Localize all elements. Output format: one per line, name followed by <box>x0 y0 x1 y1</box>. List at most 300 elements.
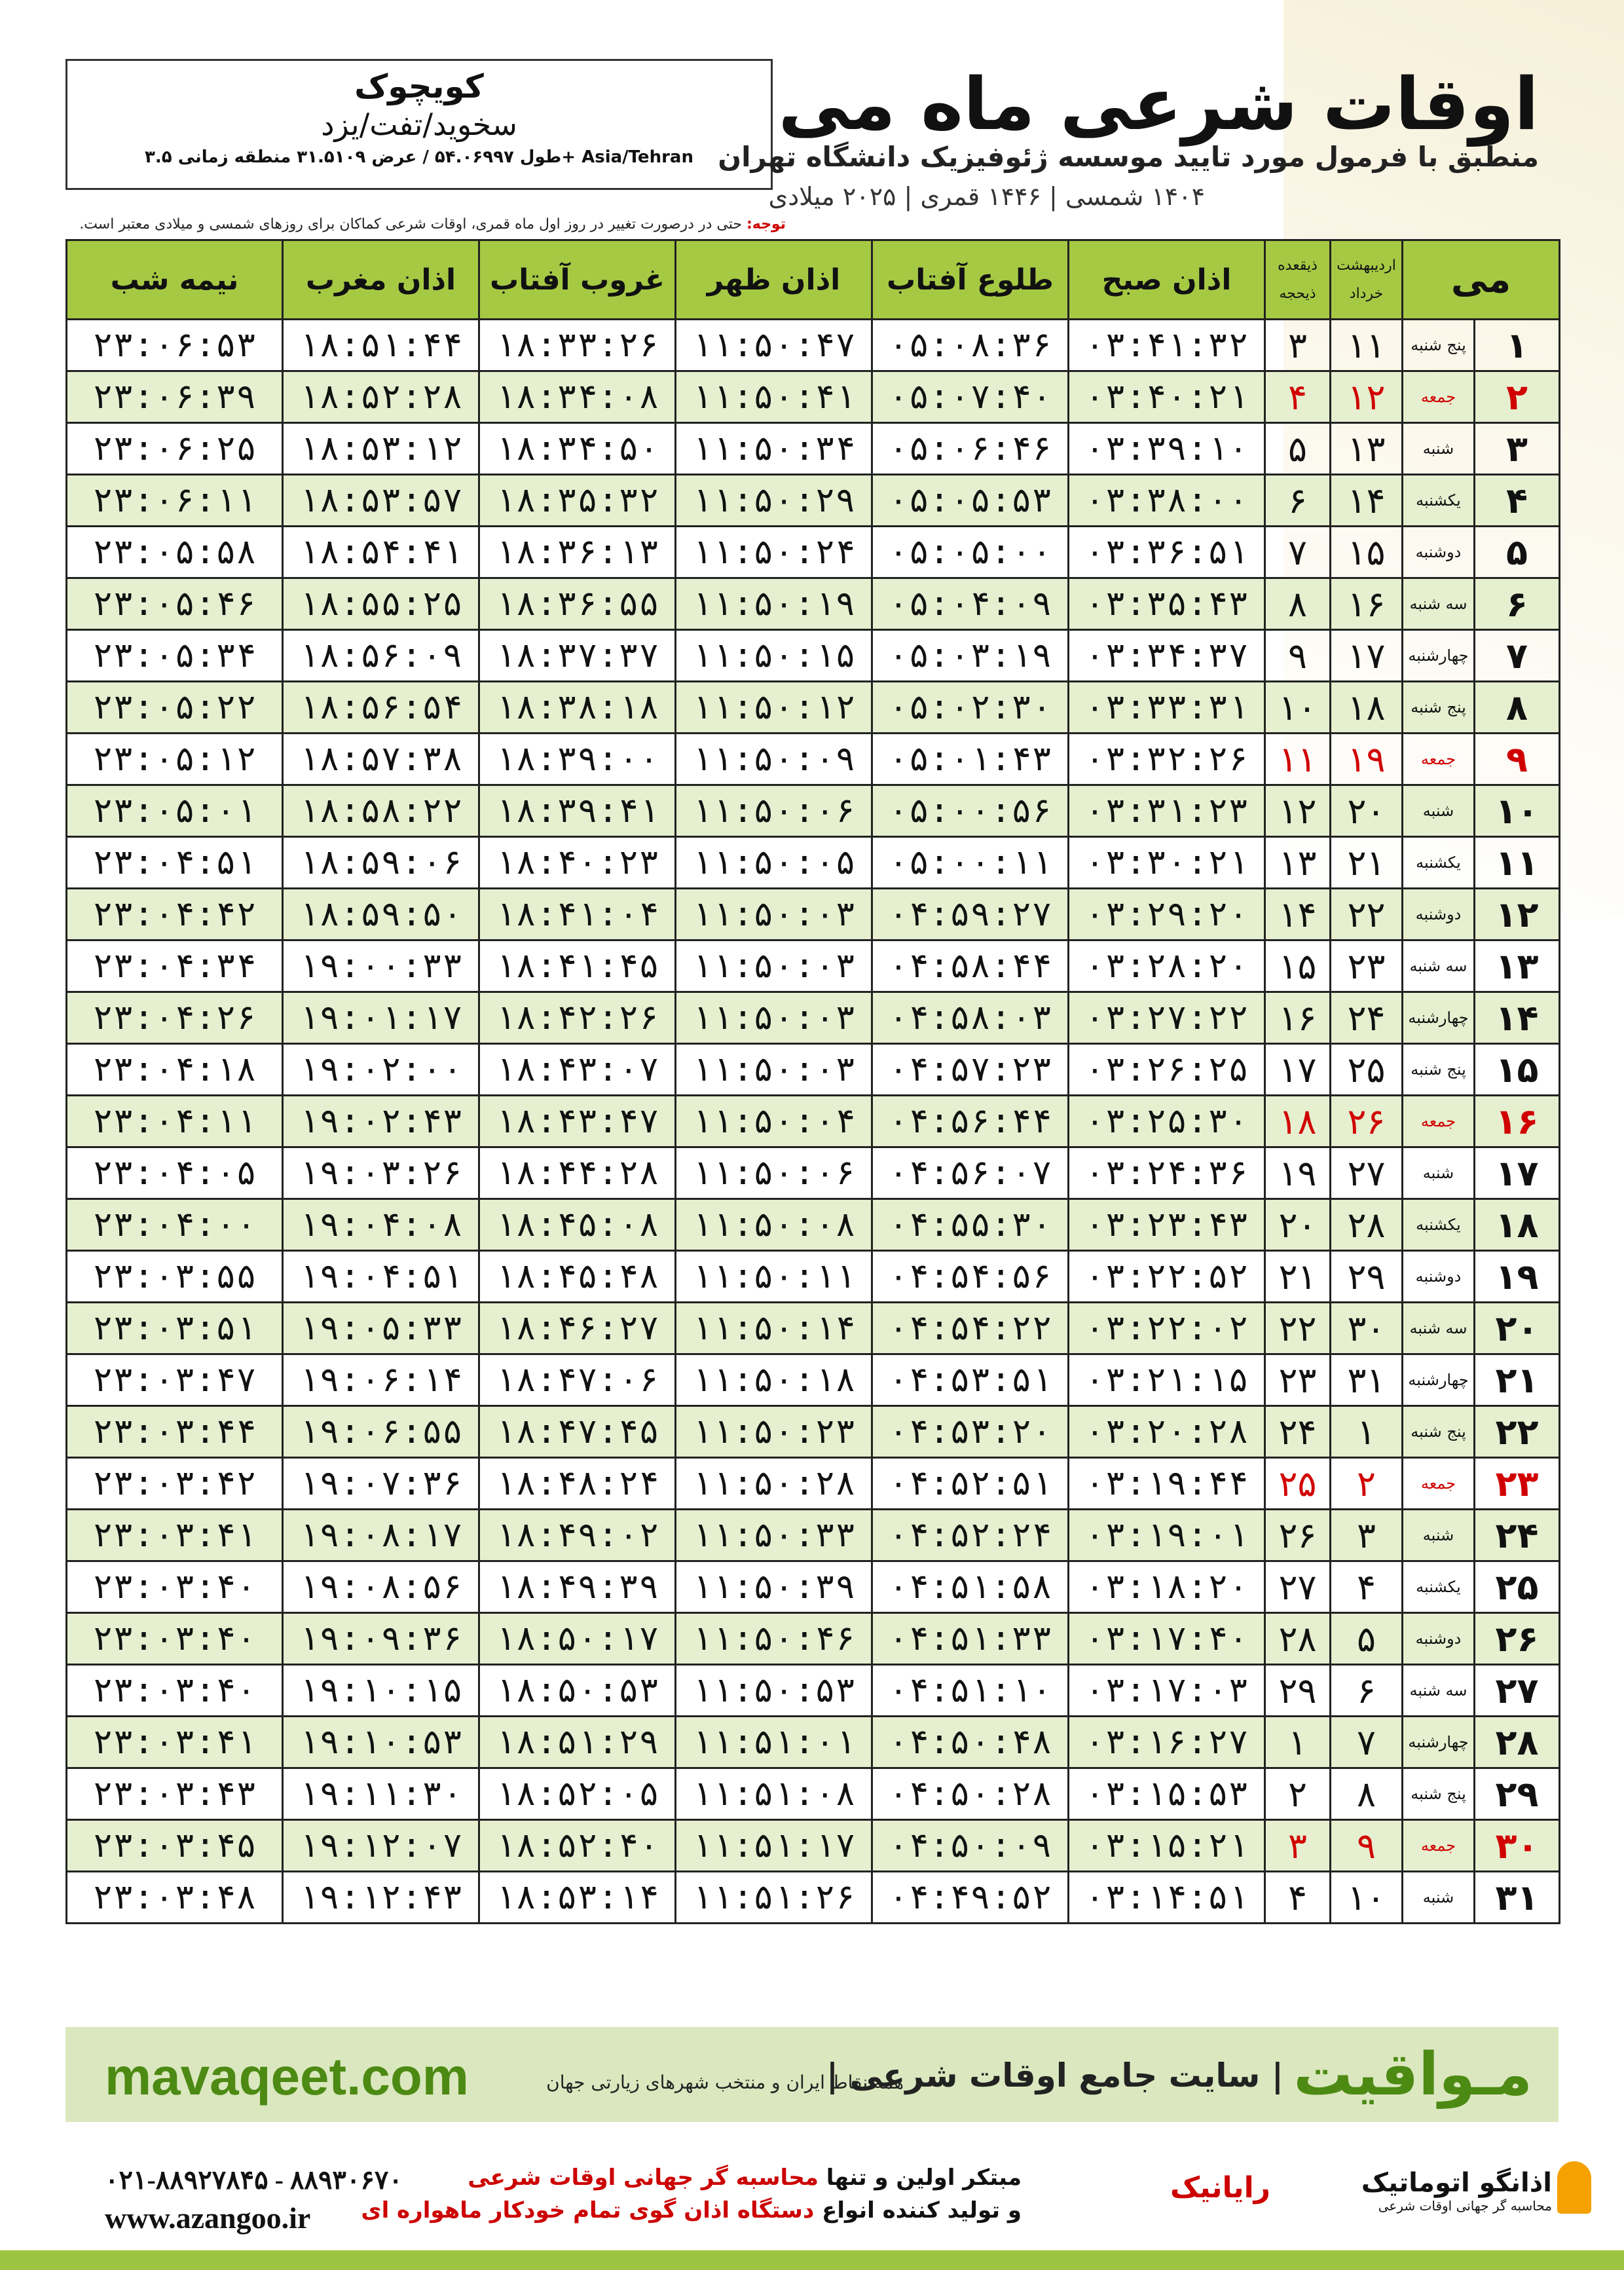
sunrise-time: ۰۵:۰۷:۴۰ <box>872 371 1069 423</box>
table-row <box>67 1147 1560 1199</box>
dhuhr-time: ۱۱:۵۰:۱۹ <box>676 578 872 630</box>
table-row <box>67 1406 1560 1458</box>
midnight-time: ۲۳:۰۳:۴۰ <box>67 1665 283 1717</box>
sunset-time: ۱۸:۵۰:۵۳ <box>479 1665 676 1717</box>
maghrib-time: ۱۹:۱۱:۳۰ <box>283 1768 479 1820</box>
qamari-day: ۱ <box>1265 1717 1331 1768</box>
shamsi-day: ۱۹ <box>1331 734 1403 785</box>
maghrib-time: ۱۸:۵۳:۱۲ <box>283 423 479 475</box>
dhuhr-time: ۱۱:۵۰:۰۳ <box>676 992 872 1044</box>
sunrise-time: ۰۴:۵۸:۰۳ <box>872 992 1069 1044</box>
day-number: ۲۵ <box>1475 1561 1560 1613</box>
shamsi-day: ۴ <box>1331 1561 1403 1613</box>
shamsi-day: ۶ <box>1331 1665 1403 1717</box>
fajr-time: ۰۳:۴۱:۳۲ <box>1069 320 1265 371</box>
promo1-highlight: محاسبه گر جهانی اوقات شرعی <box>468 2165 819 2191</box>
promo1-text: مبتکر اولین و تنها <box>826 2165 1022 2191</box>
midnight-time: ۲۳:۰۶:۵۳ <box>67 320 283 371</box>
midnight-time: ۲۳:۰۵:۵۸ <box>67 527 283 578</box>
sunrise-time: ۰۵:۰۳:۱۹ <box>872 630 1069 682</box>
fajr-time: ۰۳:۳۵:۴۳ <box>1069 578 1265 630</box>
sunset-time: ۱۸:۳۷:۳۷ <box>479 630 676 682</box>
sunset-time: ۱۸:۴۵:۴۸ <box>479 1251 676 1303</box>
qamari-day: ۱۵ <box>1265 940 1331 992</box>
sunset-time: ۱۸:۴۸:۲۴ <box>479 1458 676 1510</box>
page-subtitle: منطبق با فرمول مورد تایید موسسه ژئوفیزیک دانشگاه تهران <box>718 141 1539 173</box>
weekday-name: پنج شنبه <box>1403 320 1475 371</box>
table-row <box>67 992 1560 1044</box>
day-number: ۱ <box>1475 320 1560 371</box>
maghrib-time: ۱۹:۰۶:۱۴ <box>283 1354 479 1406</box>
sunrise-time: ۰۴:۵۰:۰۹ <box>872 1820 1069 1872</box>
shamsi-day: ۹ <box>1331 1820 1403 1872</box>
dhuhr-time: ۱۱:۵۰:۴۷ <box>676 320 872 371</box>
fajr-time: ۰۳:۳۳:۳۱ <box>1069 682 1265 734</box>
sunset-time: ۱۸:۵۰:۱۷ <box>479 1613 676 1665</box>
header-sunrise: طلوع آفتاب <box>872 240 1069 320</box>
qamari-day: ۲۰ <box>1265 1199 1331 1251</box>
day-number: ۲۹ <box>1475 1768 1560 1820</box>
header-sunset: غروب آفتاب <box>479 240 676 320</box>
midnight-time: ۲۳:۰۵:۳۴ <box>67 630 283 682</box>
sunset-time: ۱۸:۵۱:۲۹ <box>479 1717 676 1768</box>
table-row <box>67 578 1560 630</box>
dhuhr-time: ۱۱:۵۱:۱۷ <box>676 1820 872 1872</box>
note-label: توجه: <box>746 216 786 233</box>
qamari-day: ۳ <box>1265 1820 1331 1872</box>
day-number: ۱۰ <box>1475 785 1560 837</box>
day-number: ۱۲ <box>1475 889 1560 940</box>
promo-line-1 <box>468 2165 1022 2191</box>
qamari-day: ۱۲ <box>1265 785 1331 837</box>
shamsi-day: ۲۲ <box>1331 889 1403 940</box>
sunrise-time: ۰۴:۵۶:۰۷ <box>872 1147 1069 1199</box>
table-header-row <box>67 240 1560 320</box>
weekday-name: چهارشنبه <box>1403 992 1475 1044</box>
shamsi-day: ۲۱ <box>1331 837 1403 889</box>
table-row <box>67 889 1560 940</box>
dhuhr-time: ۱۱:۵۰:۴۶ <box>676 1613 872 1665</box>
day-number: ۴ <box>1475 475 1560 527</box>
sunset-time: ۱۸:۴۳:۴۷ <box>479 1096 676 1147</box>
dhuhr-time: ۱۱:۵۰:۱۲ <box>676 682 872 734</box>
fajr-time: ۰۳:۳۴:۳۷ <box>1069 630 1265 682</box>
shamsi-day: ۲۵ <box>1331 1044 1403 1096</box>
sunrise-time: ۰۵:۰۸:۳۶ <box>872 320 1069 371</box>
coordinates: طول ۵۴.۰۶۹۹۷ / عرض ۳۱.۵۱۰۹ منطقه زمانی ۳.۵+ Asia/Tehran <box>145 147 693 167</box>
qamari-day: ۲۵ <box>1265 1458 1331 1510</box>
sunrise-time: ۰۴:۵۲:۲۴ <box>872 1510 1069 1561</box>
midnight-time: ۲۳:۰۴:۴۲ <box>67 889 283 940</box>
sunrise-time: ۰۵:۰۶:۴۶ <box>872 423 1069 475</box>
dhuhr-time: ۱۱:۵۰:۲۸ <box>676 1458 872 1510</box>
sunrise-time: ۰۴:۵۷:۲۳ <box>872 1044 1069 1096</box>
qamari-day: ۸ <box>1265 578 1331 630</box>
sunrise-time: ۰۵:۰۵:۰۰ <box>872 527 1069 578</box>
maghrib-time: ۱۹:۰۲:۴۳ <box>283 1096 479 1147</box>
maghrib-time: ۱۹:۰۷:۳۶ <box>283 1458 479 1510</box>
tagline: | سایت جامع اوقات شرعی | <box>826 2056 1283 2094</box>
website-link[interactable]: www.azangoo.ir <box>105 2201 311 2235</box>
dhuhr-time: ۱۱:۵۰:۰۶ <box>676 785 872 837</box>
qamari-day: ۱۱ <box>1265 734 1331 785</box>
fajr-time: ۰۳:۱۸:۲۰ <box>1069 1561 1265 1613</box>
fajr-time: ۰۳:۲۰:۲۸ <box>1069 1406 1265 1458</box>
dhuhr-time: ۱۱:۵۱:۰۸ <box>676 1768 872 1820</box>
maghrib-time: ۱۸:۵۲:۲۸ <box>283 371 479 423</box>
promo-line-2 <box>361 2197 1022 2223</box>
qamari-day: ۷ <box>1265 527 1331 578</box>
sunrise-time: ۰۵:۰۴:۰۹ <box>872 578 1069 630</box>
qamari-day: ۲۶ <box>1265 1510 1331 1561</box>
maghrib-time: ۱۸:۵۱:۴۴ <box>283 320 479 371</box>
dhuhr-time: ۱۱:۵۰:۱۵ <box>676 630 872 682</box>
table-row <box>67 1717 1560 1768</box>
day-number: ۱۴ <box>1475 992 1560 1044</box>
weekday-name: سه شنبه <box>1403 1665 1475 1717</box>
qamari-day: ۱۶ <box>1265 992 1331 1044</box>
table-row <box>67 371 1560 423</box>
qamari-day: ۲۳ <box>1265 1354 1331 1406</box>
day-number: ۷ <box>1475 630 1560 682</box>
table-row <box>67 1613 1560 1665</box>
dhuhr-time: ۱۱:۵۰:۳۹ <box>676 1561 872 1613</box>
shamsi-day: ۱۸ <box>1331 682 1403 734</box>
weekday-name: دوشنبه <box>1403 527 1475 578</box>
sunrise-time: ۰۵:۰۰:۱۱ <box>872 837 1069 889</box>
fajr-time: ۰۳:۲۸:۲۰ <box>1069 940 1265 992</box>
shamsi-day: ۲۶ <box>1331 1096 1403 1147</box>
sunset-time: ۱۸:۴۳:۰۷ <box>479 1044 676 1096</box>
day-number: ۲۸ <box>1475 1717 1560 1768</box>
footer-banner <box>65 2027 1559 2122</box>
weekday-name: یکشنبه <box>1403 475 1475 527</box>
fajr-time: ۰۳:۲۲:۰۲ <box>1069 1303 1265 1354</box>
shamsi-day: ۳۰ <box>1331 1303 1403 1354</box>
maghrib-time: ۱۸:۵۷:۳۸ <box>283 734 479 785</box>
dhuhr-time: ۱۱:۵۰:۵۳ <box>676 1665 872 1717</box>
table-row <box>67 1096 1560 1147</box>
weekday-name: دوشنبه <box>1403 1613 1475 1665</box>
weekday-name: دوشنبه <box>1403 1251 1475 1303</box>
midnight-time: ۲۳:۰۶:۲۵ <box>67 423 283 475</box>
dhuhr-time: ۱۱:۵۰:۳۳ <box>676 1510 872 1561</box>
fajr-time: ۰۳:۳۱:۲۳ <box>1069 785 1265 837</box>
day-number: ۳۱ <box>1475 1872 1560 1924</box>
maghrib-time: ۱۹:۰۶:۵۵ <box>283 1406 479 1458</box>
dhuhr-time: ۱۱:۵۰:۰۴ <box>676 1096 872 1147</box>
day-number: ۱۹ <box>1475 1251 1560 1303</box>
weekday-name: یکشنبه <box>1403 1561 1475 1613</box>
dhuhr-time: ۱۱:۵۰:۰۳ <box>676 1044 872 1096</box>
fajr-time: ۰۳:۳۸:۰۰ <box>1069 475 1265 527</box>
sunset-time: ۱۸:۴۱:۰۴ <box>479 889 676 940</box>
sunrise-time: ۰۵:۰۲:۳۰ <box>872 682 1069 734</box>
shamsi-day: ۲۸ <box>1331 1199 1403 1251</box>
dhuhr-time: ۱۱:۵۰:۰۹ <box>676 734 872 785</box>
fajr-time: ۰۳:۲۲:۵۲ <box>1069 1251 1265 1303</box>
day-number: ۱۶ <box>1475 1096 1560 1147</box>
table-row <box>67 1251 1560 1303</box>
shamsi-day: ۱۰ <box>1331 1872 1403 1924</box>
table-row <box>67 475 1560 527</box>
header-shamsi <box>1331 240 1403 320</box>
weekday-name: دوشنبه <box>1403 889 1475 940</box>
dhuhr-time: ۱۱:۵۰:۳۴ <box>676 423 872 475</box>
qamari-day: ۳ <box>1265 320 1331 371</box>
day-number: ۲۷ <box>1475 1665 1560 1717</box>
day-number: ۱۱ <box>1475 837 1560 889</box>
maghrib-time: ۱۹:۰۲:۰۰ <box>283 1044 479 1096</box>
midnight-time: ۲۳:۰۵:۱۲ <box>67 734 283 785</box>
day-number: ۲۱ <box>1475 1354 1560 1406</box>
sunset-time: ۱۸:۴۰:۲۳ <box>479 837 676 889</box>
midnight-time: ۲۳:۰۴:۱۱ <box>67 1096 283 1147</box>
fajr-time: ۰۳:۲۶:۲۵ <box>1069 1044 1265 1096</box>
header-qamari-top: ذیقعده <box>1278 257 1318 274</box>
table-row <box>67 837 1560 889</box>
shamsi-day: ۸ <box>1331 1768 1403 1820</box>
fajr-time: ۰۳:۱۷:۰۳ <box>1069 1665 1265 1717</box>
table-row <box>67 630 1560 682</box>
weekday-name: چهارشنبه <box>1403 1717 1475 1768</box>
midnight-time: ۲۳:۰۵:۲۲ <box>67 682 283 734</box>
midnight-time: ۲۳:۰۳:۴۰ <box>67 1561 283 1613</box>
maghrib-time: ۱۸:۵۶:۰۹ <box>283 630 479 682</box>
table-row <box>67 1820 1560 1872</box>
sunrise-time: ۰۴:۵۳:۲۰ <box>872 1406 1069 1458</box>
table-row <box>67 1561 1560 1613</box>
qamari-day: ۲۷ <box>1265 1561 1331 1613</box>
azangoo-name: اذانگو اتوماتیک <box>1361 2168 1552 2198</box>
sunset-time: ۱۸:۴۹:۳۹ <box>479 1561 676 1613</box>
day-number: ۲۲ <box>1475 1406 1560 1458</box>
midnight-time: ۲۳:۰۳:۴۴ <box>67 1406 283 1458</box>
maghrib-time: ۱۸:۵۳:۵۷ <box>283 475 479 527</box>
weekday-name: شنبه <box>1403 423 1475 475</box>
day-number: ۱۸ <box>1475 1199 1560 1251</box>
qamari-day: ۲۹ <box>1265 1665 1331 1717</box>
maghrib-time: ۱۹:۰۹:۳۶ <box>283 1613 479 1665</box>
promo2-highlight: دستگاه اذان گوی تمام خودکار ماهواره ای <box>361 2197 815 2223</box>
header-shamsi-top: اردیبهشت <box>1337 257 1396 274</box>
dhuhr-time: ۱۱:۵۰:۴۱ <box>676 371 872 423</box>
table-row <box>67 1199 1560 1251</box>
weekday-name: جمعه <box>1403 371 1475 423</box>
bottom-bar <box>0 2250 1624 2270</box>
shamsi-day: ۱۶ <box>1331 578 1403 630</box>
site-link[interactable]: mavaqeet.com <box>105 2047 469 2106</box>
table-row <box>67 1510 1560 1561</box>
sunset-time: ۱۸:۴۱:۴۵ <box>479 940 676 992</box>
fajr-time: ۰۳:۲۹:۲۰ <box>1069 889 1265 940</box>
qamari-day: ۴ <box>1265 1872 1331 1924</box>
qamari-day: ۱۷ <box>1265 1044 1331 1096</box>
sunset-time: ۱۸:۴۵:۰۸ <box>479 1199 676 1251</box>
dhuhr-time: ۱۱:۵۱:۲۶ <box>676 1872 872 1924</box>
sunrise-time: ۰۴:۵۶:۴۴ <box>872 1096 1069 1147</box>
shamsi-day: ۱ <box>1331 1406 1403 1458</box>
day-number: ۲۰ <box>1475 1303 1560 1354</box>
page-title: اوقات شرعی ماه می <box>778 62 1539 146</box>
table-row <box>67 1354 1560 1406</box>
fajr-time: ۰۳:۳۲:۲۶ <box>1069 734 1265 785</box>
weekday-name: شنبه <box>1403 1872 1475 1924</box>
azangoo-logo <box>1356 2168 1552 2227</box>
table-row <box>67 527 1560 578</box>
maghrib-time: ۱۹:۱۰:۵۳ <box>283 1717 479 1768</box>
shamsi-day: ۲۹ <box>1331 1251 1403 1303</box>
sunset-time: ۱۸:۴۶:۲۷ <box>479 1303 676 1354</box>
maghrib-time: ۱۹:۰۸:۵۶ <box>283 1561 479 1613</box>
maghrib-time: ۱۹:۰۱:۱۷ <box>283 992 479 1044</box>
sunset-time: ۱۸:۴۷:۰۶ <box>479 1354 676 1406</box>
azangoo-sub: محاسبه گر جهانی اوقات شرعی <box>1378 2198 1552 2214</box>
fajr-time: ۰۳:۱۵:۵۳ <box>1069 1768 1265 1820</box>
fajr-time: ۰۳:۱۶:۲۷ <box>1069 1717 1265 1768</box>
header-dhuhr: اذان ظهر <box>676 240 872 320</box>
midnight-time: ۲۳:۰۳:۵۵ <box>67 1251 283 1303</box>
shamsi-day: ۱۳ <box>1331 423 1403 475</box>
midnight-time: ۲۳:۰۴:۱۸ <box>67 1044 283 1096</box>
city-name: کویچوک <box>354 67 484 105</box>
header-qamari <box>1265 240 1331 320</box>
shamsi-day: ۱۴ <box>1331 475 1403 527</box>
dhuhr-time: ۱۱:۵۰:۲۳ <box>676 1406 872 1458</box>
weekday-name: یکشنبه <box>1403 1199 1475 1251</box>
table-row <box>67 1458 1560 1510</box>
header-fajr: اذان صبح <box>1069 240 1265 320</box>
shamsi-day: ۳۱ <box>1331 1354 1403 1406</box>
midnight-time: ۲۳:۰۳:۴۲ <box>67 1458 283 1510</box>
day-number: ۲۶ <box>1475 1613 1560 1665</box>
sunset-time: ۱۸:۵۲:۴۰ <box>479 1820 676 1872</box>
sunrise-time: ۰۴:۵۱:۱۰ <box>872 1665 1069 1717</box>
maghrib-time: ۱۸:۵۵:۲۵ <box>283 578 479 630</box>
midnight-time: ۲۳:۰۳:۴۱ <box>67 1510 283 1561</box>
qamari-day: ۱۹ <box>1265 1147 1331 1199</box>
header-maghrib: اذان مغرب <box>283 240 479 320</box>
maghrib-time: ۱۹:۱۰:۱۵ <box>283 1665 479 1717</box>
shamsi-day: ۵ <box>1331 1613 1403 1665</box>
sunrise-time: ۰۴:۵۹:۲۷ <box>872 889 1069 940</box>
midnight-time: ۲۳:۰۳:۴۱ <box>67 1717 283 1768</box>
weekday-name: سه شنبه <box>1403 578 1475 630</box>
midnight-time: ۲۳:۰۶:۳۹ <box>67 371 283 423</box>
header-shamsi-bottom: خرداد <box>1349 286 1384 302</box>
sunset-time: ۱۸:۳۹:۰۰ <box>479 734 676 785</box>
note <box>65 216 786 233</box>
dhuhr-time: ۱۱:۵۰:۲۹ <box>676 475 872 527</box>
qamari-day: ۲۲ <box>1265 1303 1331 1354</box>
table-row <box>67 785 1560 837</box>
midnight-time: ۲۳:۰۳:۴۰ <box>67 1613 283 1665</box>
fajr-time: ۰۳:۱۹:۴۴ <box>1069 1458 1265 1510</box>
shamsi-day: ۳ <box>1331 1510 1403 1561</box>
weekday-name: پنج شنبه <box>1403 682 1475 734</box>
weekday-name: جمعه <box>1403 1458 1475 1510</box>
maghrib-time: ۱۹:۰۳:۲۶ <box>283 1147 479 1199</box>
midnight-time: ۲۳:۰۳:۴۸ <box>67 1872 283 1924</box>
maghrib-time: ۱۹:۰۵:۳۳ <box>283 1303 479 1354</box>
weekday-name: شنبه <box>1403 785 1475 837</box>
midnight-time: ۲۳:۰۴:۰۵ <box>67 1147 283 1199</box>
header-midnight: نیمه شب <box>67 240 283 320</box>
dhuhr-time: ۱۱:۵۱:۰۱ <box>676 1717 872 1768</box>
qamari-day: ۲۸ <box>1265 1613 1331 1665</box>
prayer-times-table <box>65 239 1560 1924</box>
sunrise-time: ۰۴:۵۴:۲۲ <box>872 1303 1069 1354</box>
header-month: می <box>1403 240 1560 320</box>
sunset-time: ۱۸:۴۹:۰۲ <box>479 1510 676 1561</box>
sunrise-time: ۰۴:۵۰:۴۸ <box>872 1717 1069 1768</box>
fajr-time: ۰۳:۲۵:۳۰ <box>1069 1096 1265 1147</box>
day-number: ۸ <box>1475 682 1560 734</box>
sunrise-time: ۰۴:۵۲:۵۱ <box>872 1458 1069 1510</box>
maghrib-time: ۱۸:۵۴:۴۱ <box>283 527 479 578</box>
weekday-name: سه شنبه <box>1403 1303 1475 1354</box>
location-info-box <box>65 59 773 190</box>
fajr-time: ۰۳:۲۴:۳۶ <box>1069 1147 1265 1199</box>
shamsi-day: ۱۵ <box>1331 527 1403 578</box>
shamsi-day: ۱۲ <box>1331 371 1403 423</box>
qamari-day: ۵ <box>1265 423 1331 475</box>
fajr-time: ۰۳:۲۳:۴۳ <box>1069 1199 1265 1251</box>
sunrise-time: ۰۴:۴۹:۵۲ <box>872 1872 1069 1924</box>
maghrib-time: ۱۹:۰۴:۰۸ <box>283 1199 479 1251</box>
qamari-day: ۱۴ <box>1265 889 1331 940</box>
dhuhr-time: ۱۱:۵۰:۲۴ <box>676 527 872 578</box>
table-row <box>67 1768 1560 1820</box>
header-qamari-bottom: ذیحجه <box>1279 286 1316 302</box>
weekday-name: پنج شنبه <box>1403 1768 1475 1820</box>
qamari-day: ۲۱ <box>1265 1251 1331 1303</box>
sunrise-time: ۰۵:۰۱:۴۳ <box>872 734 1069 785</box>
sunset-time: ۱۸:۴۴:۲۸ <box>479 1147 676 1199</box>
sunset-time: ۱۸:۳۹:۴۱ <box>479 785 676 837</box>
dhuhr-time: ۱۱:۵۰:۰۶ <box>676 1147 872 1199</box>
maghrib-time: ۱۹:۰۰:۳۳ <box>283 940 479 992</box>
table-row <box>67 682 1560 734</box>
dhuhr-time: ۱۱:۵۰:۰۸ <box>676 1199 872 1251</box>
midnight-time: ۲۳:۰۳:۴۳ <box>67 1768 283 1820</box>
midnight-time: ۲۳:۰۳:۵۱ <box>67 1303 283 1354</box>
fajr-time: ۰۳:۲۷:۲۲ <box>1069 992 1265 1044</box>
midnight-time: ۲۳:۰۴:۲۶ <box>67 992 283 1044</box>
fajr-time: ۰۳:۱۷:۴۰ <box>1069 1613 1265 1665</box>
maghrib-time: ۱۹:۱۲:۰۷ <box>283 1820 479 1872</box>
weekday-name: پنج شنبه <box>1403 1044 1475 1096</box>
table-row <box>67 734 1560 785</box>
dhuhr-time: ۱۱:۵۰:۰۳ <box>676 889 872 940</box>
brand-name: مـواقیت <box>1293 2040 1532 2109</box>
azangoo-minaret-icon <box>1557 2161 1591 2214</box>
qamari-day: ۱۰ <box>1265 682 1331 734</box>
weekday-name: شنبه <box>1403 1510 1475 1561</box>
sunset-time: ۱۸:۳۶:۵۵ <box>479 578 676 630</box>
rayanik-logo: رایانیک <box>1170 2171 1270 2205</box>
qamari-day: ۱۳ <box>1265 837 1331 889</box>
midnight-time: ۲۳:۰۳:۴۷ <box>67 1354 283 1406</box>
midnight-time: ۲۳:۰۳:۴۵ <box>67 1820 283 1872</box>
dhuhr-time: ۱۱:۵۰:۱۴ <box>676 1303 872 1354</box>
shamsi-day: ۷ <box>1331 1717 1403 1768</box>
shamsi-day: ۲۳ <box>1331 940 1403 992</box>
fajr-time: ۰۳:۳۰:۲۱ <box>1069 837 1265 889</box>
fajr-time: ۰۳:۱۴:۵۱ <box>1069 1872 1265 1924</box>
fajr-time: ۰۳:۲۱:۱۵ <box>1069 1354 1265 1406</box>
fajr-time: ۰۳:۳۶:۵۱ <box>1069 527 1265 578</box>
